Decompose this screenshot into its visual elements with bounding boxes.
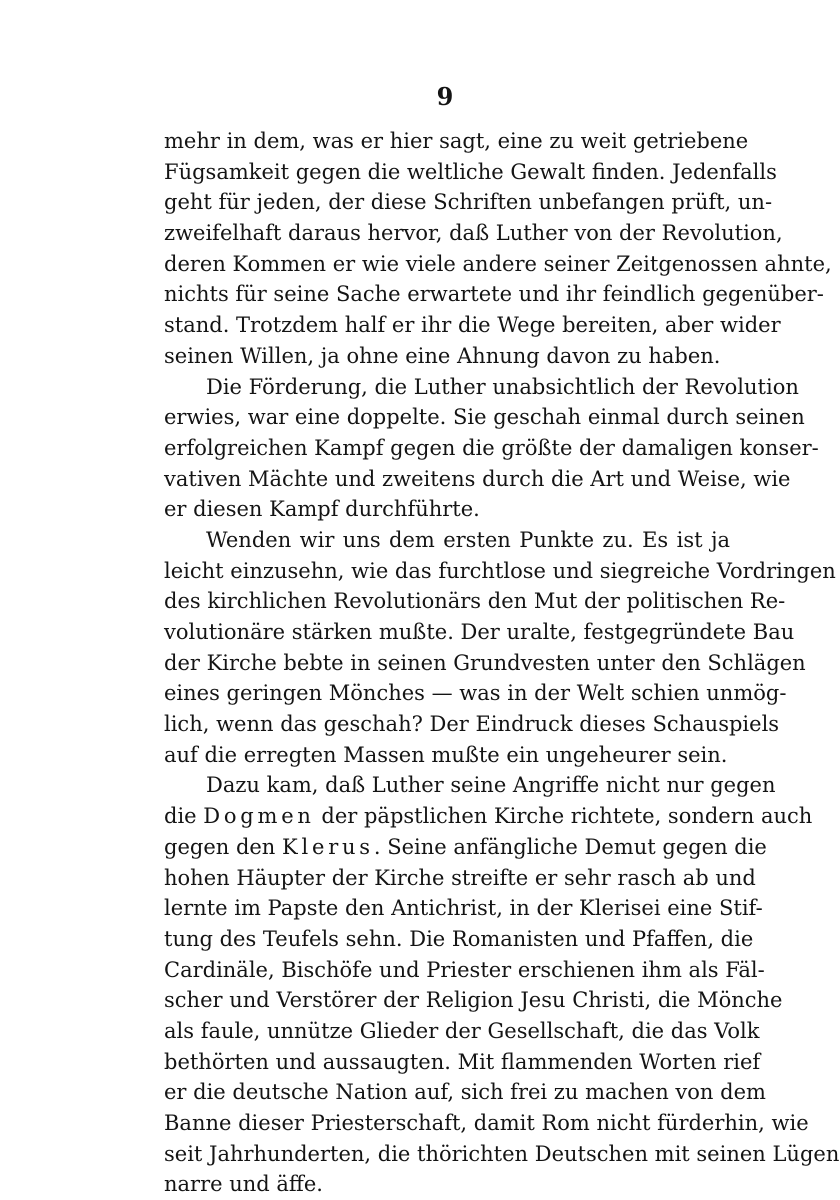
text-line: deren Kommen er wie viele andere seiner Zeitgenossen ahnte, <box>164 251 832 276</box>
paragraph <box>164 770 840 1200</box>
text-line: Dazu kam, daß Luther seine Angriffe nicht nur gegen <box>206 773 776 798</box>
text-line: Cardinäle, Bischöfe und Priester erschienen ihm als Fäl- <box>164 957 765 982</box>
text-line: tung des Teufels sehn. Die Romanisten und Pfaffen, die <box>164 926 754 951</box>
text-line: seit Jahrhunderten, die thörichten Deutschen mit seinen Lügen <box>164 1141 840 1166</box>
text-line: eines geringen Mönches — was in der Welt schien unmög- <box>164 681 787 706</box>
spaced-term: Klerus <box>282 834 374 859</box>
text-line: nichts für seine Sache erwartete und ihr feindlich gegenüber- <box>164 282 824 307</box>
text-segment: . Seine anfängliche Demut gegen die <box>373 834 767 859</box>
text-line: Banne dieser Priesterschaft, damit Rom nicht fürderhin, wie <box>164 1111 809 1135</box>
text-segment: der päpstlichen Kirche richtete, sondern auch <box>314 804 813 829</box>
text-line: vativen Mächte und zweitens durch die Art und Weise, wie <box>164 466 791 491</box>
text-line: volutionäre stärken mußte. Der uralte, festgegründete Bau <box>164 620 795 644</box>
text-line: erwies, war eine doppelte. Sie geschah einmal durch seinen <box>164 405 805 430</box>
text-line: lich, wenn das geschah? Der Eindruck dieses Schauspiels <box>164 712 780 737</box>
page-number: 9 <box>436 82 454 111</box>
text-line: narre und äffe. <box>164 1172 323 1197</box>
text-line: mehr in dem, was er hier sagt, eine zu weit getriebene <box>164 129 749 153</box>
text-line <box>164 832 767 863</box>
text-segment: die <box>164 804 204 829</box>
text-line: Die Förderung, die Luther unabsichtlich der Revolution <box>206 374 799 399</box>
paragraph <box>164 525 836 771</box>
paragraph <box>164 372 819 525</box>
text-line: auf die erregten Massen mußte ein ungeheurer sein. <box>164 742 728 767</box>
text-line: des kirchlichen Revolutionärs den Mut der politischen Re- <box>164 589 786 614</box>
text-line: Wenden wir uns dem ersten Punkte zu. Es ist ja <box>206 527 730 552</box>
text-line: geht für jeden, der diese Schriften unbefangen prüft, un- <box>164 190 773 215</box>
text-line: hohen Häupter der Kirche streifte er sehr rasch ab und <box>164 865 756 890</box>
text-line: bethörten und aussaugten. Mit flammenden Worten rief <box>164 1049 761 1074</box>
text-line: seinen Willen, ja ohne eine Ahnung davon zu haben. <box>164 343 721 368</box>
text-line: stand. Trotzdem half er ihr die Wege bereiten, aber wider <box>164 313 781 338</box>
spaced-term: Dogmen <box>203 804 315 829</box>
paragraph <box>164 126 832 372</box>
text-segment: gegen den <box>164 834 283 859</box>
text-line <box>164 801 813 832</box>
body-text <box>164 126 840 1200</box>
text-line: zweifelhaft daraus hervor, daß Luther von der Revolution, <box>164 221 783 246</box>
text-line: als faule, unnütze Glieder der Gesellschaft, die das Volk <box>164 1018 760 1043</box>
text-line: erfolgreichen Kampf gegen die größte der damaligen konser- <box>164 435 819 460</box>
text-line: Fügsamkeit gegen die weltliche Gewalt finden. Jedenfalls <box>164 159 777 184</box>
text-line: er die deutsche Nation auf, sich frei zu machen von dem <box>164 1080 766 1105</box>
text-line: lernte im Papste den Antichrist, in der Klerisei eine Stif- <box>164 896 763 921</box>
text-line: er diesen Kampf durchführte. <box>164 497 480 522</box>
text-line: scher und Verstörer der Religion Jesu Christi, die Mönche <box>164 988 783 1013</box>
text-line: leicht einzusehn, wie das furchtlose und siegreiche Vordringen <box>164 558 836 583</box>
text-line: der Kirche bebte in seinen Grundvesten unter den Schlägen <box>164 650 806 675</box>
